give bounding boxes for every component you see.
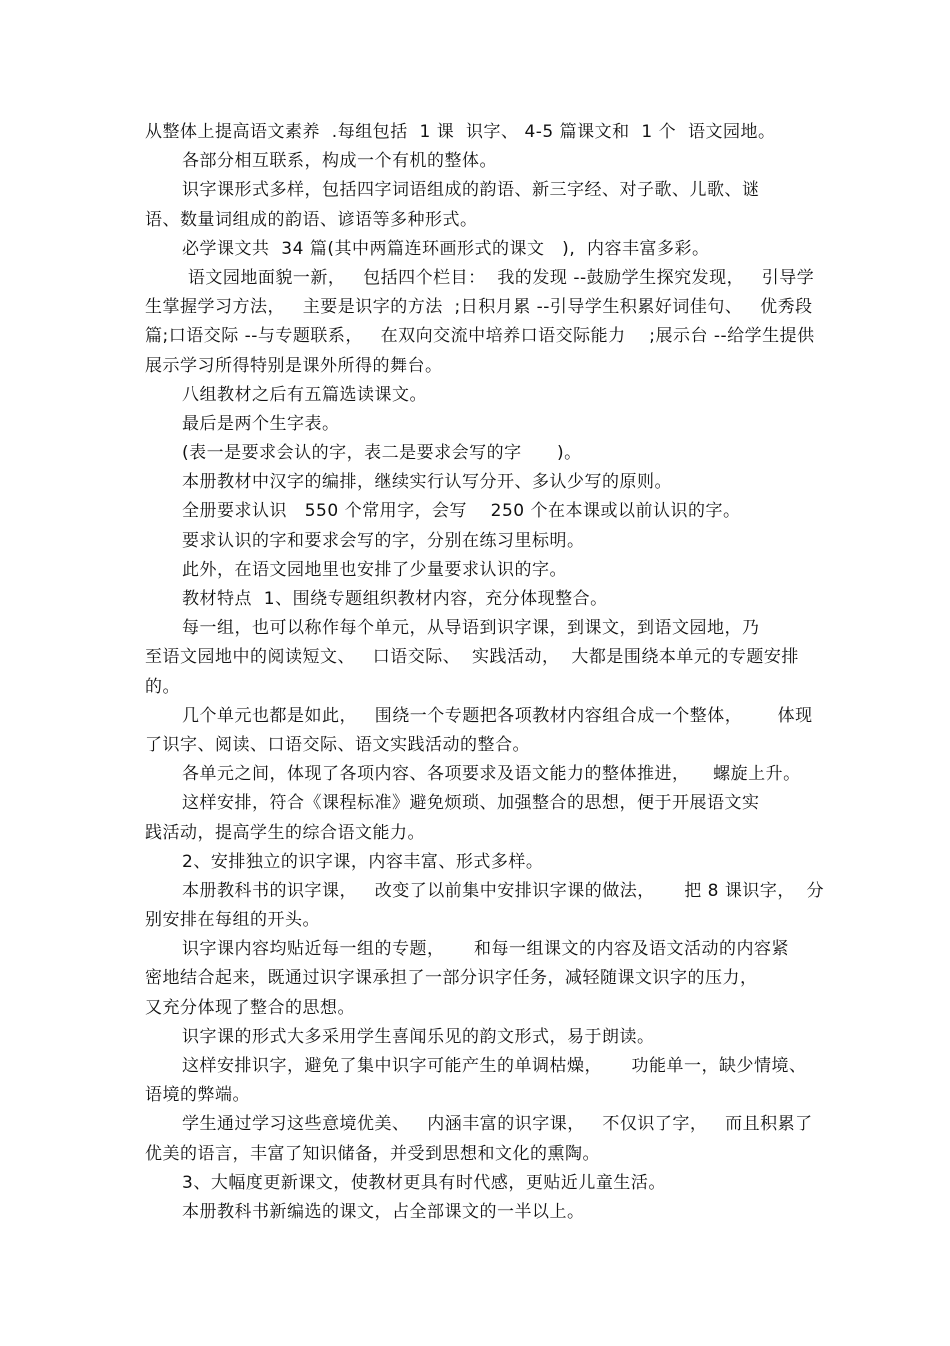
text-line: 展示学习所得特别是课外所得的舞台。 [145, 355, 443, 376]
text-line: 语文园地面貌一新， 包括四个栏目： 我的发现 --鼓励学生探究发现， 引导学 [182, 267, 815, 288]
text-line: 篇;口语交际 --与专题联系， 在双向交流中培养口语交际能力 ;展示台 --给学生提供 [145, 326, 815, 347]
text-line: 生掌握学习方法， 主要是识字的方法 ;日积月累 --引导学生积累好词佳句、 优秀段 [145, 297, 813, 318]
text-line: 本册教材中汉字的编排，继续实行认写分开、多认少写的原则。 [182, 472, 672, 493]
text-line: 践活动，提高学生的综合语文能力。 [145, 822, 425, 843]
text-line: 几个单元也都是如此， 围绕一个专题把各项教材内容组合成一个整体， 体现 [182, 705, 813, 726]
text-line: 每一组，也可以称作每个单元，从导语到识字课，到课文，到语文园地，乃 [182, 618, 760, 639]
text-line: 全册要求认识 550 个常用字，会写 250 个在本课或以前认识的字。 [182, 501, 741, 522]
text-line: 3、大幅度更新课文，使教材更具有时代感，更贴近儿童生活。 [182, 1172, 666, 1193]
text-line: 这样安排识字，避免了集中识字可能产生的单调枯燥， 功能单一，缺少情境、 [182, 1056, 807, 1076]
document-body [145, 118, 825, 1227]
text-line: 各单元之间，体现了各项内容、各项要求及语文能力的整体推进， 螺旋上升。 [182, 764, 801, 785]
text-line: 学生通过学习这些意境优美、 内涵丰富的识字课， 不仅识了字， 而且积累了 [182, 1114, 813, 1135]
text-line: 各部分相互联系，构成一个有机的整体。 [182, 151, 497, 172]
text-line: 教材特点 1、围绕专题组织教材内容，充分体现整合。 [182, 589, 608, 609]
text-line: 优美的语言，丰富了知识储备，并受到思想和文化的熏陶。 [145, 1143, 600, 1164]
text-line: 此外，在语文园地里也安排了少量要求认识的字。 [182, 559, 567, 580]
text-line: 八组教材之后有五篇选读课文。 [182, 384, 427, 405]
text-line: 最后是两个生字表。 [182, 413, 340, 434]
text-line: 了识字、阅读、口语交际、语文实践活动的整合。 [145, 734, 530, 755]
text-line: 密地结合起来，既通过识字课承担了一部分识字任务，减轻随课文识字的压力， [145, 968, 758, 989]
text-line: 这样安排，符合《课程标准》避免烦琐、加强整合的思想，便于开展语文实 [182, 793, 760, 814]
text-line: 从整体上提高语文素养 .每组包括 1 课 识字、 4-5 篇课文和 1 个 语文园地。 [145, 122, 776, 142]
text-line: 又充分体现了整合的思想。 [145, 997, 355, 1018]
text-line: 识字课的形式大多采用学生喜闻乐见的韵文形式，易于朗读。 [182, 1026, 655, 1047]
text-line: 必学课文共 34 篇(其中两篇连环画形式的课文 ), 内容丰富多彩。 [182, 238, 710, 259]
text-line: 识字课形式多样，包括四字词语组成的韵语、新三字经、对子歌、儿歌、谜 [182, 180, 760, 201]
text-line: 语、数量词组成的韵语、谚语等多种形式。 [145, 209, 478, 230]
text-line: (表一是要求会认的字，表二是要求会写的字 )。 [182, 443, 582, 464]
text-line: 本册教科书新编选的课文，占全部课文的一半以上。 [182, 1201, 585, 1222]
text-line: 本册教科书的识字课， 改变了以前集中安排识字课的做法， 把 8 课识字， 分 [182, 880, 825, 901]
text-line: 至语文园地中的阅读短文、 口语交际、 实践活动， 大都是围绕本单元的专题安排 [145, 647, 799, 668]
text-line: 2、安排独立的识字课，内容丰富、形式多样。 [182, 851, 544, 872]
text-line: 识字课内容均贴近每一组的专题， 和每一组课文的内容及语文活动的内容紧 [182, 939, 790, 960]
text-line: 语境的弊端。 [145, 1085, 250, 1106]
text-line: 要求认识的字和要求会写的字，分别在练习里标明。 [182, 530, 585, 551]
text-line: 的。 [145, 676, 180, 697]
text-line: 别安排在每组的开头。 [145, 910, 320, 931]
